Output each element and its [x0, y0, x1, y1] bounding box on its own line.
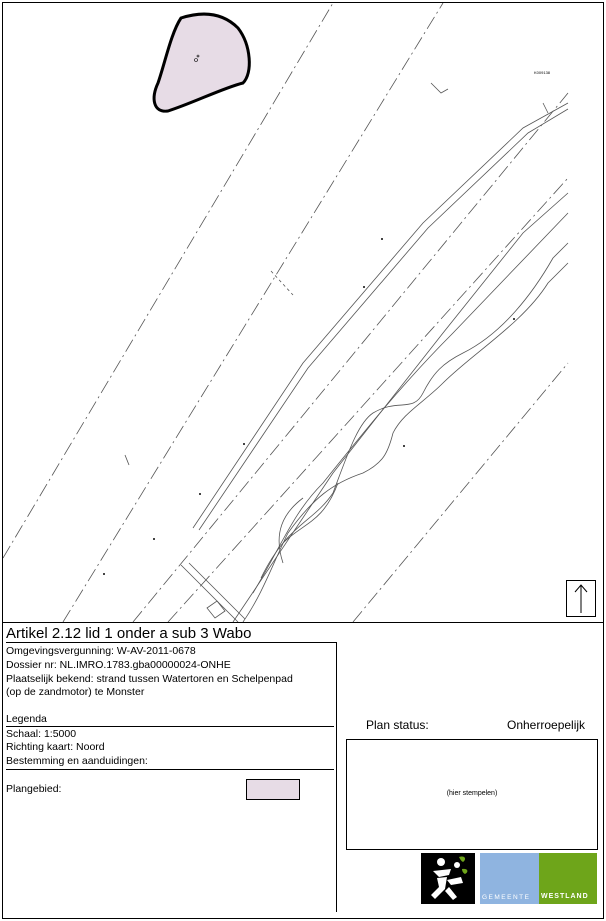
path-line-1: [181, 565, 238, 622]
road-line-2: [199, 109, 568, 530]
scale-text: Schaal: 1:5000: [6, 728, 77, 740]
logo-westland-text: WESTLAND: [541, 893, 589, 900]
boundary-line-5: [353, 363, 568, 622]
north-arrow-icon: [566, 580, 596, 617]
designations-text: Bestemming en aanduidingen:: [6, 755, 148, 767]
municipality-logo: [421, 853, 597, 904]
stamp-box: [346, 739, 598, 850]
plan-status-value: Onherroepelijk: [507, 718, 586, 732]
title-rule: [6, 642, 336, 643]
permit-number: Omgevingsvergunning: W-AV-2011-0678: [6, 645, 196, 657]
ditch-mark-2: [271, 271, 293, 295]
boundary-line-3: [133, 93, 568, 622]
plan-status-label: Plan status:: [366, 718, 429, 732]
plan-area-swatch: [246, 779, 300, 800]
ditch-mark-3: [431, 83, 448, 93]
plan-area-label: Plangebied:: [6, 783, 62, 795]
map-area[interactable]: [3, 3, 603, 622]
plan-area-polygon: [154, 14, 249, 111]
map-divider: [2, 622, 604, 623]
direction-text: Richting kaart: Noord: [6, 741, 105, 753]
legend-heading: Legenda: [6, 713, 47, 725]
contour-line-1: [233, 193, 568, 622]
designations-rule: [6, 769, 334, 770]
contour-line-5: [279, 498, 303, 563]
boundary-line-4: [168, 178, 568, 622]
ditch-mark-4: [543, 103, 548, 113]
path-line-2: [189, 563, 245, 619]
building-outline: [207, 601, 225, 618]
ditch-mark-1: [125, 455, 129, 465]
map-drawing: [3, 3, 603, 622]
location-line-1: Plaatselijk bekend: strand tussen Watertoren en Schelpenpad: [6, 673, 293, 685]
legend-rule: [6, 726, 334, 727]
document-title: Artikel 2.12 lid 1 onder a sub 3 Wabo: [6, 625, 252, 642]
dossier-number: Dossier nr: NL.IMRO.1783.gba00000024-ONHE: [6, 659, 231, 671]
contour-line-2: [253, 213, 568, 593]
boundary-line-2: [63, 3, 443, 622]
contour-line-4: [243, 263, 568, 622]
map-grid-label: K009138: [534, 70, 551, 75]
westland-figure-icon: [421, 853, 475, 904]
location-line-2: (op de zandmotor) te Monster: [6, 686, 145, 698]
logo-gemeente-text: GEMEENTE: [482, 894, 531, 901]
stamp-placeholder: (hier stempelen): [446, 790, 498, 797]
column-rule: [336, 642, 337, 912]
